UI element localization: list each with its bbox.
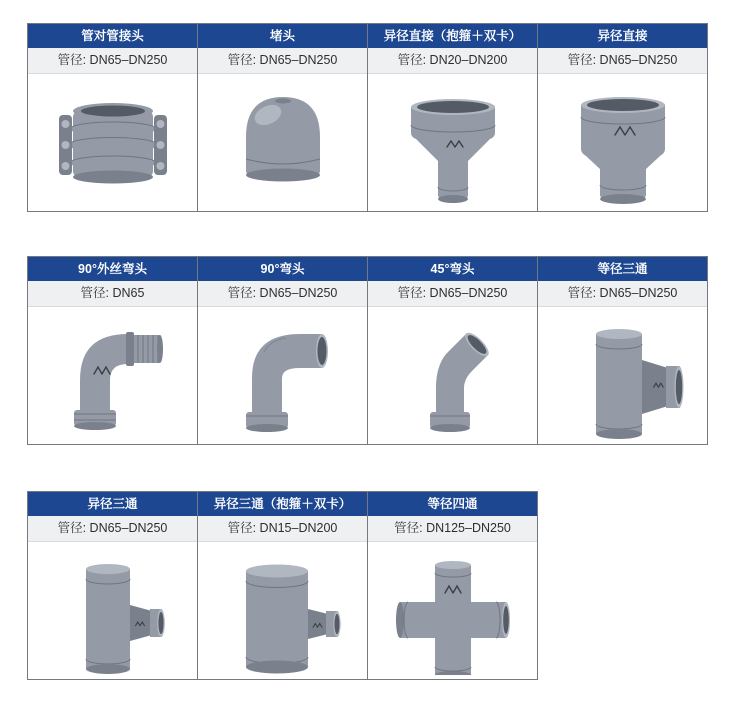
- product-title: 45°弯头: [368, 257, 537, 281]
- product-spec: 管径: DN65–DN250: [28, 48, 197, 74]
- product-card-equal-tee: [537, 256, 708, 445]
- elbow-90-image: [208, 312, 358, 440]
- product-title: 等径三通: [538, 257, 707, 281]
- catalog-row-1: [27, 23, 708, 212]
- product-spec: 管径: DN125–DN250: [368, 516, 537, 542]
- product-figure: [198, 307, 367, 444]
- reducing-tee-clamp-image: [208, 547, 358, 675]
- product-card-equal-cross: [367, 491, 538, 680]
- product-spec: 管径: DN65–DN250: [198, 281, 367, 307]
- product-spec: 管径: DN65: [28, 281, 197, 307]
- product-spec: 管径: DN15–DN200: [198, 516, 367, 542]
- catalog-row-2: [27, 256, 708, 445]
- product-card-pipe-coupling: [27, 23, 198, 212]
- product-card-reducing-tee-clamp: [197, 491, 368, 680]
- product-title: 堵头: [198, 24, 367, 48]
- product-spec: 管径: DN65–DN250: [28, 516, 197, 542]
- product-title: 等径四通: [368, 492, 537, 516]
- product-title: 异径直接（抱箍＋双卡）: [368, 24, 537, 48]
- product-figure: [198, 74, 367, 211]
- product-figure: [28, 74, 197, 211]
- product-card-reducing-tee: [27, 491, 198, 680]
- product-card-cap: [197, 23, 368, 212]
- product-spec: 管径: DN65–DN250: [368, 281, 537, 307]
- equal-tee-image: [548, 312, 698, 440]
- product-card-elbow-90-threaded: [27, 256, 198, 445]
- product-figure: [198, 542, 367, 679]
- elbow-90-threaded-image: [38, 312, 188, 440]
- product-title: 管对管接头: [28, 24, 197, 48]
- product-figure: [28, 542, 197, 679]
- product-title: 90°外丝弯头: [28, 257, 197, 281]
- product-spec: 管径: DN65–DN250: [198, 48, 367, 74]
- product-card-elbow-45: [367, 256, 538, 445]
- product-figure: [368, 542, 537, 679]
- product-card-reducing-coupling: [537, 23, 708, 212]
- product-figure: [538, 307, 707, 444]
- product-title: 90°弯头: [198, 257, 367, 281]
- reducing-tee-image: [38, 547, 188, 675]
- product-card-elbow-90: [197, 256, 368, 445]
- reducer-image: [548, 79, 698, 207]
- pipe-coupling-image: [38, 79, 188, 207]
- catalog-row-3: [27, 491, 538, 680]
- elbow-45-image: [378, 312, 528, 440]
- product-title: 异径三通（抱箍＋双卡）: [198, 492, 367, 516]
- product-spec: 管径: DN65–DN250: [538, 48, 707, 74]
- product-spec: 管径: DN20–DN200: [368, 48, 537, 74]
- equal-cross-image: [378, 547, 528, 675]
- product-title: 异径直接: [538, 24, 707, 48]
- product-figure: [368, 74, 537, 211]
- cap-image: [208, 79, 358, 207]
- product-spec: 管径: DN65–DN250: [538, 281, 707, 307]
- product-card-reducing-coupling-clamp: [367, 23, 538, 212]
- product-title: 异径三通: [28, 492, 197, 516]
- product-figure: [538, 74, 707, 211]
- product-figure: [368, 307, 537, 444]
- product-figure: [28, 307, 197, 444]
- funnel-reducer-image: [378, 79, 528, 207]
